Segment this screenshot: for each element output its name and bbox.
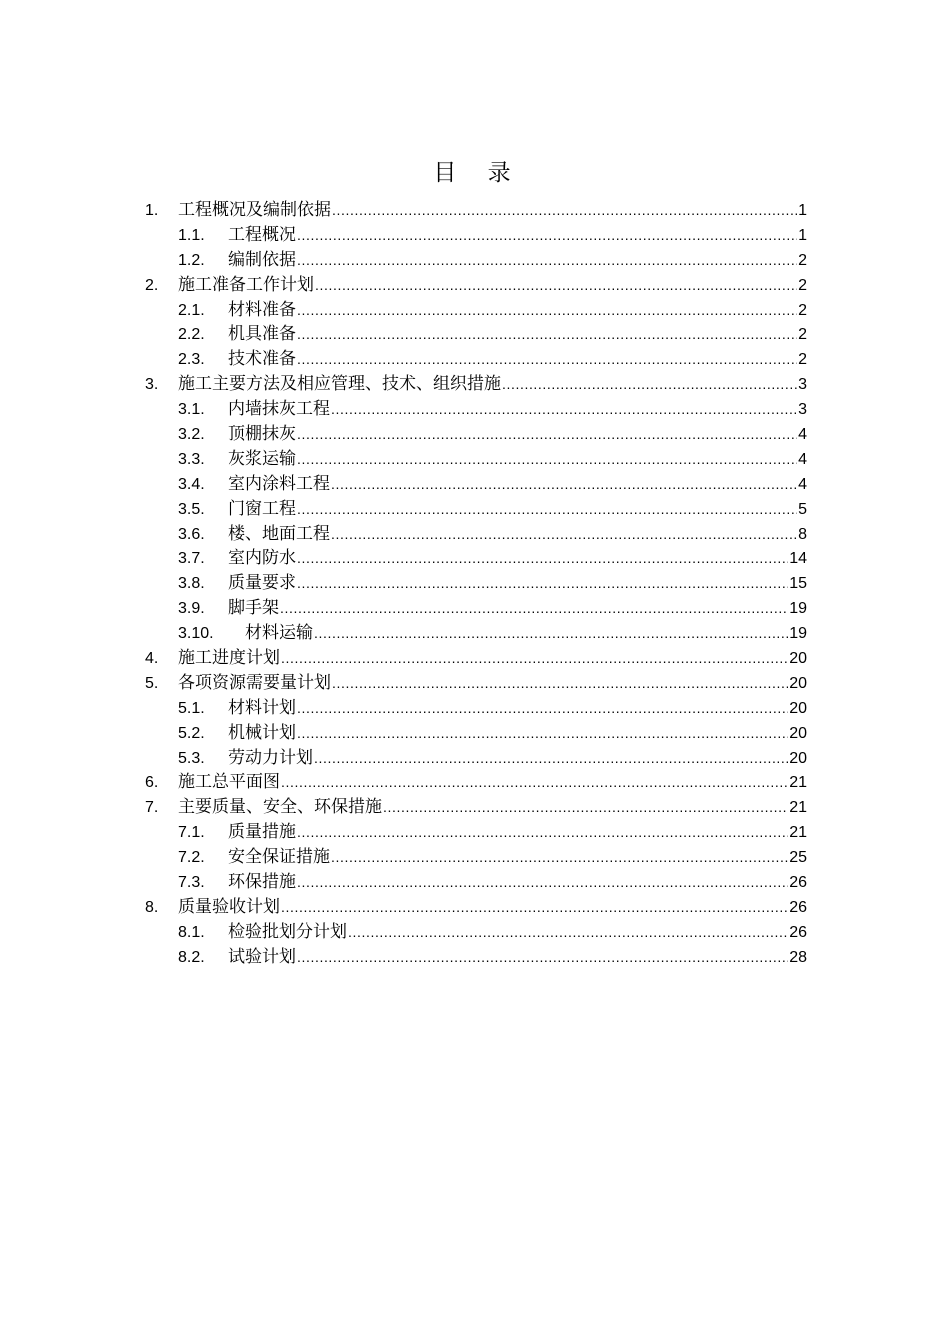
toc-entry[interactable] bbox=[145, 795, 807, 820]
toc-entry-number: 5. bbox=[145, 674, 159, 692]
toc-entry-number: 3.9. bbox=[178, 600, 205, 618]
toc-subentry[interactable] bbox=[145, 621, 807, 646]
toc-subentry[interactable] bbox=[145, 322, 807, 347]
toc-page-number: 15 bbox=[789, 575, 807, 593]
toc-dot-leader bbox=[348, 920, 788, 945]
toc-entry-title: 脚手架 bbox=[228, 598, 279, 619]
toc-page-number: 19 bbox=[789, 625, 807, 643]
toc-entry-number: 3.10. bbox=[178, 625, 214, 643]
toc-page-number: 21 bbox=[789, 774, 807, 792]
toc-page-number: 19 bbox=[789, 600, 807, 618]
toc-dot-leader bbox=[297, 696, 788, 721]
toc-entry-title: 材料运输 bbox=[245, 623, 313, 644]
toc-dot-leader bbox=[383, 795, 788, 820]
toc-page-number: 20 bbox=[789, 674, 807, 692]
toc-entry-number: 8.1. bbox=[178, 923, 205, 941]
toc-entry-number: 5.1. bbox=[178, 699, 205, 717]
toc-dot-leader bbox=[331, 472, 797, 497]
toc-subentry[interactable] bbox=[145, 845, 807, 870]
toc-entry-number: 2.3. bbox=[178, 351, 205, 369]
toc-entry-number: 2.1. bbox=[178, 301, 205, 319]
toc-page-number: 3 bbox=[798, 376, 807, 394]
toc-page-number: 26 bbox=[789, 874, 807, 892]
toc-dot-leader bbox=[281, 646, 788, 671]
toc-entry-number: 7. bbox=[145, 799, 159, 817]
toc-entry-title: 技术准备 bbox=[228, 349, 296, 370]
toc-page-number: 2 bbox=[798, 301, 807, 319]
toc-entry-title: 劳动力计划 bbox=[228, 747, 313, 768]
toc-page-number: 2 bbox=[798, 276, 807, 294]
toc-entry-number: 1.2. bbox=[178, 251, 205, 269]
toc-page-number: 2 bbox=[798, 251, 807, 269]
toc-subentry[interactable] bbox=[145, 571, 807, 596]
toc-entry-number: 6. bbox=[145, 774, 159, 792]
toc-entry-number: 3.7. bbox=[178, 550, 205, 568]
toc-subentry[interactable] bbox=[145, 696, 807, 721]
toc-page-number: 26 bbox=[789, 923, 807, 941]
toc-dot-leader bbox=[331, 397, 797, 422]
toc-entry-title: 楼、地面工程 bbox=[228, 523, 330, 544]
toc-entry-number: 3.8. bbox=[178, 575, 205, 593]
toc-title: 目 录 bbox=[433, 160, 523, 186]
toc-entry-title: 安全保证措施 bbox=[228, 847, 330, 868]
toc-dot-leader bbox=[332, 671, 788, 696]
toc-entry-title: 施工总平面图 bbox=[178, 772, 280, 793]
toc-dot-leader bbox=[297, 248, 797, 273]
toc-entry-number: 2. bbox=[145, 276, 159, 294]
toc-entry[interactable] bbox=[145, 770, 807, 795]
toc-page-number: 26 bbox=[789, 898, 807, 916]
toc-subentry[interactable] bbox=[145, 920, 807, 945]
toc-entry-title: 施工准备工作计划 bbox=[178, 274, 314, 295]
toc-page-number: 21 bbox=[789, 824, 807, 842]
toc-subentry[interactable] bbox=[145, 546, 807, 571]
toc-dot-leader bbox=[314, 746, 788, 771]
toc-subentry[interactable] bbox=[145, 223, 807, 248]
toc-entry-title: 检验批划分计划 bbox=[228, 921, 347, 942]
toc-entry-title: 机具准备 bbox=[228, 324, 296, 345]
toc-subentry[interactable] bbox=[145, 721, 807, 746]
toc-subentry[interactable] bbox=[145, 522, 807, 547]
toc-dot-leader bbox=[315, 273, 797, 298]
toc-dot-leader bbox=[281, 895, 788, 920]
toc-entry-title: 各项资源需要量计划 bbox=[178, 672, 331, 693]
toc-entry-title: 顶棚抹灰 bbox=[228, 424, 296, 445]
toc-subentry[interactable] bbox=[145, 596, 807, 621]
toc-entry-title: 质量要求 bbox=[228, 573, 296, 594]
toc-subentry[interactable] bbox=[145, 870, 807, 895]
toc-subentry[interactable] bbox=[145, 397, 807, 422]
toc-subentry[interactable] bbox=[145, 347, 807, 372]
toc-page-number: 3 bbox=[798, 401, 807, 419]
toc-dot-leader bbox=[297, 546, 788, 571]
toc-page-number: 1 bbox=[798, 202, 807, 219]
toc-dot-leader bbox=[297, 223, 797, 248]
toc-subentry[interactable] bbox=[145, 945, 807, 970]
toc-entry-number: 3.2. bbox=[178, 426, 205, 444]
toc-entry-number: 7.1. bbox=[178, 824, 205, 842]
toc-entry-number: 2.2. bbox=[178, 326, 205, 344]
toc-entry-title: 施工主要方法及相应管理、技术、组织措施 bbox=[178, 374, 501, 395]
toc-entry-number: 5.2. bbox=[178, 724, 205, 742]
toc-dot-leader bbox=[331, 845, 788, 870]
toc-page-number: 28 bbox=[789, 948, 807, 966]
toc-entry-number: 7.3. bbox=[178, 874, 205, 892]
toc-entry-number: 8. bbox=[145, 898, 159, 916]
toc-entry-number: 3.6. bbox=[178, 525, 205, 543]
toc-entry-title: 材料准备 bbox=[228, 299, 296, 320]
toc-entry-title: 主要质量、安全、环保措施 bbox=[178, 797, 382, 818]
toc-entry-number: 3.4. bbox=[178, 475, 205, 493]
toc-page-number: 4 bbox=[798, 450, 807, 468]
toc-entry-number: 3. bbox=[145, 376, 159, 394]
toc-entry-title: 灰浆运输 bbox=[228, 448, 296, 469]
toc-dot-leader bbox=[297, 447, 797, 472]
toc-entry-number: 4. bbox=[145, 650, 159, 668]
toc-subentry[interactable] bbox=[145, 298, 807, 323]
toc-page-number: 4 bbox=[798, 475, 807, 493]
toc-entry-number: 3.3. bbox=[178, 450, 205, 468]
toc-dot-leader bbox=[332, 198, 797, 223]
toc-page-number: 8 bbox=[798, 525, 807, 543]
toc-entry-number: 8.2. bbox=[178, 948, 205, 966]
toc-dot-leader bbox=[297, 571, 788, 596]
toc-page-number: 20 bbox=[789, 650, 807, 668]
toc-entry-title: 试验计划 bbox=[228, 946, 296, 967]
toc-subentry[interactable] bbox=[145, 248, 807, 273]
toc-entry-title: 环保措施 bbox=[228, 872, 296, 893]
toc-entry-number: 7.2. bbox=[178, 849, 205, 867]
toc-page-number: 4 bbox=[798, 426, 807, 444]
toc-dot-leader bbox=[297, 322, 797, 347]
toc-dot-leader bbox=[297, 497, 797, 522]
toc-page-number: 5 bbox=[798, 500, 807, 518]
toc-entry-title: 质量验收计划 bbox=[178, 896, 280, 917]
toc-subentry[interactable] bbox=[145, 746, 807, 771]
toc-subentry[interactable] bbox=[145, 820, 807, 845]
toc-entry-title: 质量措施 bbox=[228, 822, 296, 843]
toc-dot-leader bbox=[314, 621, 788, 646]
toc-dot-leader bbox=[297, 298, 797, 323]
toc-page-number: 2 bbox=[798, 351, 807, 369]
toc-entry[interactable] bbox=[145, 646, 807, 671]
toc-entry-title: 室内涂料工程 bbox=[228, 473, 330, 494]
toc-dot-leader bbox=[297, 422, 797, 447]
toc-entry-title: 施工进度计划 bbox=[178, 648, 280, 669]
toc-entry-number: 1.1. bbox=[178, 226, 205, 244]
toc-entry[interactable] bbox=[145, 273, 807, 298]
toc-page-number: 25 bbox=[789, 849, 807, 867]
toc-entry-title: 机械计划 bbox=[228, 722, 296, 743]
toc-page-number: 20 bbox=[789, 724, 807, 742]
toc-page-number: 2 bbox=[798, 326, 807, 344]
toc-dot-leader bbox=[280, 596, 788, 621]
toc-entry-number: 3.5. bbox=[178, 500, 205, 518]
toc-entry[interactable] bbox=[145, 671, 807, 696]
toc-subentry[interactable] bbox=[145, 472, 807, 497]
toc-entry[interactable] bbox=[145, 372, 807, 397]
toc-entry[interactable] bbox=[145, 895, 807, 920]
toc-dot-leader bbox=[502, 372, 797, 397]
toc-entry-title: 内墙抹灰工程 bbox=[228, 399, 330, 420]
toc-page-number: 20 bbox=[789, 749, 807, 767]
toc-dot-leader bbox=[297, 945, 788, 970]
toc-subentry[interactable] bbox=[145, 497, 807, 522]
toc-page-number: 20 bbox=[789, 699, 807, 717]
toc-page-number: 1 bbox=[798, 226, 807, 244]
toc-entry-title: 材料计划 bbox=[228, 697, 296, 718]
toc-dot-leader bbox=[297, 820, 788, 845]
toc-entry-title: 编制依据 bbox=[228, 249, 296, 270]
toc-entry-title: 室内防水 bbox=[228, 548, 296, 569]
toc-entry-number: 3.1. bbox=[178, 401, 205, 419]
toc-page-number: 21 bbox=[789, 799, 807, 817]
toc-page-number: 14 bbox=[789, 550, 807, 568]
toc-dot-leader bbox=[297, 870, 788, 895]
toc-entry-title: 工程概况 bbox=[228, 224, 296, 245]
toc-dot-leader bbox=[281, 770, 788, 795]
toc-dot-leader bbox=[331, 522, 797, 547]
toc-entry-title: 门窗工程 bbox=[228, 498, 296, 519]
toc-entry-number: 1. bbox=[145, 202, 159, 219]
toc-dot-leader bbox=[297, 347, 797, 372]
toc-dot-leader bbox=[297, 721, 788, 746]
toc-entry-title: 工程概况及编制依据 bbox=[178, 200, 331, 220]
toc-entry[interactable] bbox=[145, 198, 807, 223]
toc-subentry[interactable] bbox=[145, 422, 807, 447]
table-of-contents bbox=[145, 198, 807, 970]
toc-entry-number: 5.3. bbox=[178, 749, 205, 767]
toc-subentry[interactable] bbox=[145, 447, 807, 472]
